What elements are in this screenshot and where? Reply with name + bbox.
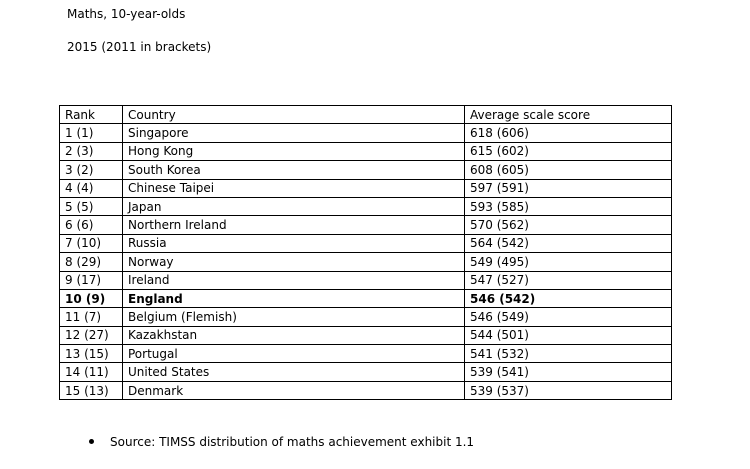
table-row: [60, 253, 672, 271]
table-row: [60, 381, 672, 399]
cell-country: Chinese Taipei: [123, 179, 465, 197]
cell-rank: 2 (3): [60, 142, 123, 160]
cell-rank: 4 (4): [60, 179, 123, 197]
table-row: [60, 197, 672, 215]
cell-country: Ireland: [123, 271, 465, 289]
page-subtitle: 2015 (2011 in brackets): [67, 40, 212, 54]
header-country: Country: [123, 106, 465, 124]
cell-score: 597 (591): [465, 179, 672, 197]
cell-country: Singapore: [123, 124, 465, 142]
table-row: [60, 216, 672, 234]
cell-country: England: [123, 289, 465, 307]
cell-country: United States: [123, 363, 465, 381]
cell-rank: 1 (1): [60, 124, 123, 142]
cell-rank: 9 (17): [60, 271, 123, 289]
table-row-highlighted: [60, 289, 672, 307]
cell-score: 593 (585): [465, 197, 672, 215]
cell-score: 546 (542): [465, 289, 672, 307]
cell-rank: 10 (9): [60, 289, 123, 307]
source-text: Source: TIMSS distribution of maths achievement exhibit 1.1: [110, 435, 475, 449]
cell-rank: 8 (29): [60, 253, 123, 271]
cell-score: 541 (532): [465, 345, 672, 363]
cell-country: Hong Kong: [123, 142, 465, 160]
bullet-icon: [89, 439, 94, 444]
cell-score: 547 (527): [465, 271, 672, 289]
cell-rank: 5 (5): [60, 197, 123, 215]
table-row: [60, 363, 672, 381]
cell-rank: 13 (15): [60, 345, 123, 363]
table-row: [60, 326, 672, 344]
cell-country: South Korea: [123, 161, 465, 179]
table-row: [60, 345, 672, 363]
table-row: [60, 142, 672, 160]
ranking-table: [59, 105, 672, 400]
cell-rank: 11 (7): [60, 308, 123, 326]
cell-score: 539 (541): [465, 363, 672, 381]
cell-rank: 14 (11): [60, 363, 123, 381]
cell-rank: 12 (27): [60, 326, 123, 344]
cell-score: 570 (562): [465, 216, 672, 234]
cell-score: 615 (602): [465, 142, 672, 160]
cell-score: 618 (606): [465, 124, 672, 142]
cell-country: Portugal: [123, 345, 465, 363]
cell-rank: 7 (10): [60, 234, 123, 252]
header-score: Average scale score: [465, 106, 672, 124]
cell-score: 546 (549): [465, 308, 672, 326]
cell-rank: 6 (6): [60, 216, 123, 234]
cell-country: Norway: [123, 253, 465, 271]
table-row: [60, 161, 672, 179]
cell-score: 549 (495): [465, 253, 672, 271]
header-rank: Rank: [60, 106, 123, 124]
cell-score: 564 (542): [465, 234, 672, 252]
table-row: [60, 308, 672, 326]
cell-country: Denmark: [123, 381, 465, 399]
table-row: [60, 234, 672, 252]
table-row: [60, 179, 672, 197]
cell-country: Belgium (Flemish): [123, 308, 465, 326]
cell-rank: 3 (2): [60, 161, 123, 179]
table-row: [60, 271, 672, 289]
cell-score: 608 (605): [465, 161, 672, 179]
page-title: Maths, 10-year-olds: [67, 7, 186, 21]
cell-score: 539 (537): [465, 381, 672, 399]
cell-country: Kazakhstan: [123, 326, 465, 344]
cell-score: 544 (501): [465, 326, 672, 344]
cell-country: Japan: [123, 197, 465, 215]
source-note: [89, 434, 474, 450]
table-header-row: [60, 106, 672, 124]
cell-country: Russia: [123, 234, 465, 252]
cell-rank: 15 (13): [60, 381, 123, 399]
table-row: [60, 124, 672, 142]
cell-country: Northern Ireland: [123, 216, 465, 234]
